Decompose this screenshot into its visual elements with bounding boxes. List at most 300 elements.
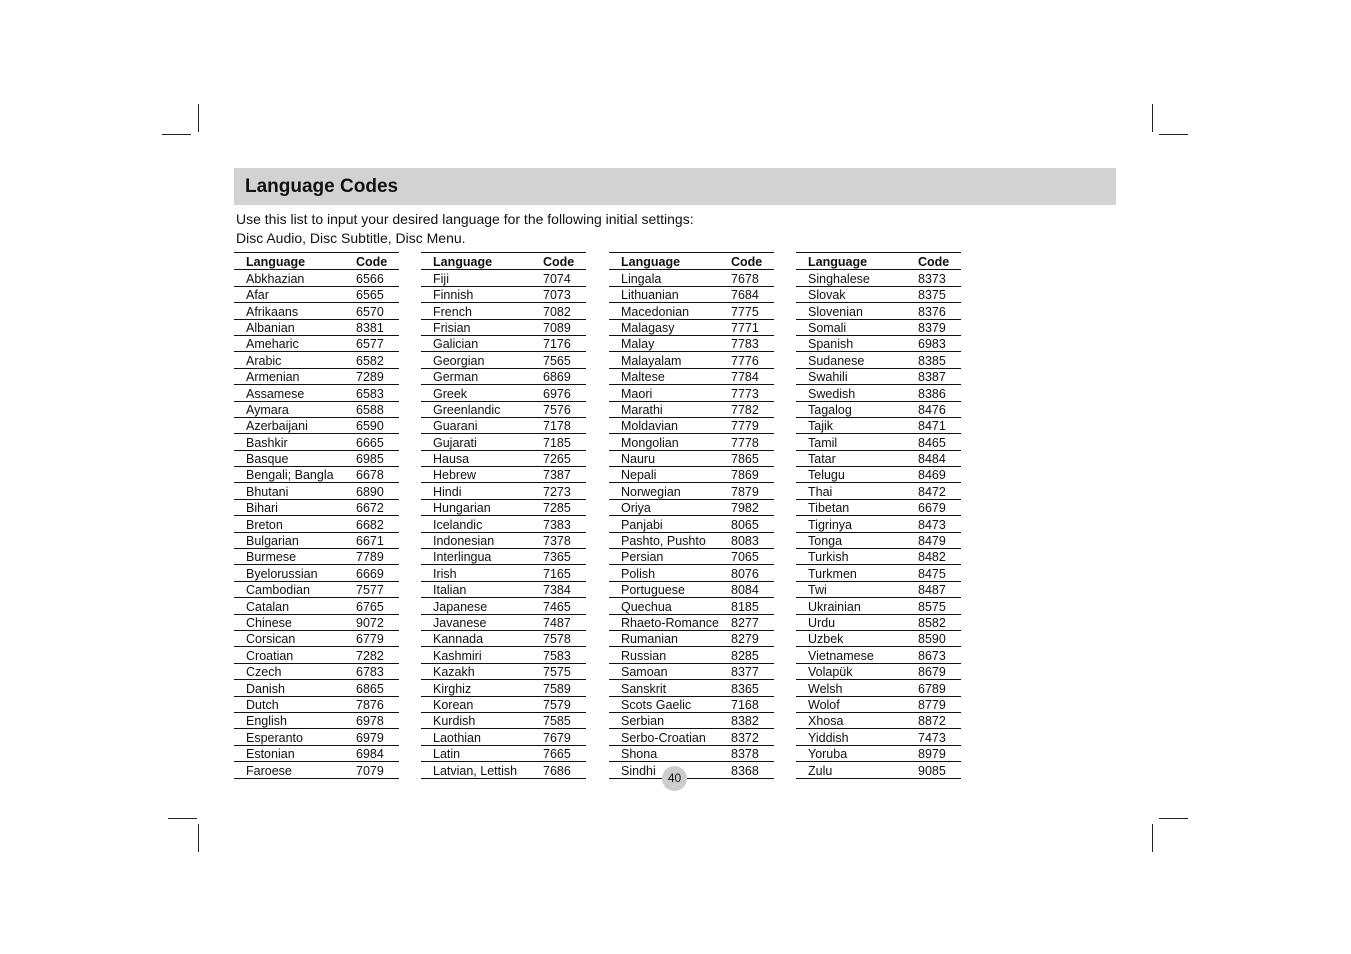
- language-name: Korean: [421, 696, 541, 712]
- crop-mark: [198, 824, 199, 852]
- table-row: [421, 680, 586, 696]
- crop-mark: [1159, 818, 1188, 819]
- language-name: Albanian: [234, 319, 354, 335]
- table-row: [609, 270, 774, 286]
- table-row: [796, 565, 961, 581]
- language-code: 7583: [541, 647, 586, 663]
- language-name: Mongolian: [609, 434, 729, 450]
- language-code: 7168: [729, 696, 774, 712]
- language-code: 8368: [729, 762, 774, 778]
- language-code: 6985: [354, 450, 399, 466]
- language-code: 7869: [729, 467, 774, 483]
- language-name: Moldavian: [609, 417, 729, 433]
- table-row: [421, 647, 586, 663]
- language-code: 7982: [729, 499, 774, 515]
- language-name: Esperanto: [234, 729, 354, 745]
- language-code: 6976: [541, 385, 586, 401]
- language-name: Malagasy: [609, 319, 729, 335]
- table-row: [796, 286, 961, 302]
- language-code: 8285: [729, 647, 774, 663]
- table-row: [796, 499, 961, 515]
- language-code: 6779: [354, 630, 399, 646]
- language-name: Slovak: [796, 286, 916, 302]
- language-name: Ukrainian: [796, 598, 916, 614]
- language-code: 7779: [729, 417, 774, 433]
- language-code: 6783: [354, 663, 399, 679]
- language-code: 8376: [916, 303, 961, 319]
- language-code: 6765: [354, 598, 399, 614]
- language-name: English: [234, 712, 354, 728]
- table-row: [421, 696, 586, 712]
- language-name: Sudanese: [796, 352, 916, 368]
- language-name: Wolof: [796, 696, 916, 712]
- language-code: 9072: [354, 614, 399, 630]
- crop-mark: [1159, 134, 1188, 135]
- language-code: 6570: [354, 303, 399, 319]
- table-row: [609, 532, 774, 548]
- language-name: Japanese: [421, 598, 541, 614]
- language-code: 8872: [916, 712, 961, 728]
- table-row: [234, 270, 399, 286]
- language-code: 8084: [729, 581, 774, 597]
- table-row: [609, 630, 774, 646]
- language-code: 8375: [916, 286, 961, 302]
- table-row: [796, 434, 961, 450]
- language-name: Bhutani: [234, 483, 354, 499]
- language-name: Norwegian: [609, 483, 729, 499]
- language-code: 8471: [916, 417, 961, 433]
- language-code: 7773: [729, 385, 774, 401]
- language-code: 7784: [729, 368, 774, 384]
- language-name: Nepali: [609, 467, 729, 483]
- table-row: [421, 499, 586, 515]
- table-row: [421, 565, 586, 581]
- language-name: Chinese: [234, 614, 354, 630]
- table-row: [796, 417, 961, 433]
- language-code: 6865: [354, 680, 399, 696]
- table-row: [421, 532, 586, 548]
- language-name: Tibetan: [796, 499, 916, 515]
- language-table-4: [796, 252, 961, 779]
- language-name: Zulu: [796, 762, 916, 778]
- language-code: 7679: [541, 729, 586, 745]
- table-row: [421, 712, 586, 728]
- language-name: Uzbek: [796, 630, 916, 646]
- language-name: Serbo-Croatian: [609, 729, 729, 745]
- table-row: [234, 745, 399, 761]
- column-header-code: Code: [918, 255, 950, 270]
- table-row: [421, 614, 586, 630]
- table-row: [609, 680, 774, 696]
- language-name: Bihari: [234, 499, 354, 515]
- language-code: 7378: [541, 532, 586, 548]
- table-row: [796, 745, 961, 761]
- table-row: [234, 401, 399, 417]
- language-code: 8582: [916, 614, 961, 630]
- language-name: Frisian: [421, 319, 541, 335]
- table-row: [421, 483, 586, 499]
- table-row: [421, 286, 586, 302]
- language-code: 6678: [354, 467, 399, 483]
- language-name: Afrikaans: [234, 303, 354, 319]
- table-row: [609, 385, 774, 401]
- language-name: Italian: [421, 581, 541, 597]
- language-name: Burmese: [234, 549, 354, 565]
- language-name: Abkhazian: [234, 270, 354, 286]
- language-code: 7782: [729, 401, 774, 417]
- language-code: 7082: [541, 303, 586, 319]
- language-name: Czech: [234, 663, 354, 679]
- table-row: [421, 335, 586, 351]
- table-row: [234, 467, 399, 483]
- language-name: Latin: [421, 745, 541, 761]
- table-row: [234, 417, 399, 433]
- language-code: 8479: [916, 532, 961, 548]
- language-name: Tigrinya: [796, 516, 916, 532]
- language-code: 7585: [541, 712, 586, 728]
- language-code: 7865: [729, 450, 774, 466]
- language-code: 7273: [541, 483, 586, 499]
- language-code: 6671: [354, 532, 399, 548]
- language-code: 7074: [541, 270, 586, 286]
- language-code: 8373: [916, 270, 961, 286]
- language-code: 8076: [729, 565, 774, 581]
- table-row: [234, 614, 399, 630]
- language-name: Javanese: [421, 614, 541, 630]
- language-name: Breton: [234, 516, 354, 532]
- column-header-code: Code: [731, 255, 763, 270]
- table-row: [421, 270, 586, 286]
- crop-mark: [162, 134, 191, 135]
- table-row: [609, 745, 774, 761]
- language-code: 7289: [354, 368, 399, 384]
- language-code: 8469: [916, 467, 961, 483]
- table-row: [234, 565, 399, 581]
- table-row: [421, 319, 586, 335]
- language-name: German: [421, 368, 541, 384]
- language-name: Shona: [609, 745, 729, 761]
- table-row: [421, 303, 586, 319]
- table-row: [796, 385, 961, 401]
- language-code: 7684: [729, 286, 774, 302]
- language-code: 7089: [541, 319, 586, 335]
- language-code: 7176: [541, 335, 586, 351]
- language-name: Afar: [234, 286, 354, 302]
- table-row: [421, 729, 586, 745]
- language-name: Slovenian: [796, 303, 916, 319]
- language-code: 6978: [354, 712, 399, 728]
- column-header-language: Language: [433, 255, 493, 270]
- table-row: [796, 467, 961, 483]
- language-name: Samoan: [609, 663, 729, 679]
- table-row: [421, 516, 586, 532]
- language-name: Gujarati: [421, 434, 541, 450]
- table-row: [609, 335, 774, 351]
- language-name: Kirghiz: [421, 680, 541, 696]
- language-name: Latvian, Lettish: [421, 762, 541, 778]
- language-name: Malayalam: [609, 352, 729, 368]
- language-name: Fiji: [421, 270, 541, 286]
- table-row: [421, 352, 586, 368]
- table-row: [609, 647, 774, 663]
- language-code: 6583: [354, 385, 399, 401]
- table-row: [796, 614, 961, 630]
- table-row: [234, 352, 399, 368]
- language-name: Sanskrit: [609, 680, 729, 696]
- language-name: Galician: [421, 335, 541, 351]
- column-header-language: Language: [246, 255, 306, 270]
- language-name: Dutch: [234, 696, 354, 712]
- language-name: Singhalese: [796, 270, 916, 286]
- language-code: 6869: [541, 368, 586, 384]
- table-row: [421, 663, 586, 679]
- table-row: [234, 368, 399, 384]
- language-name: Georgian: [421, 352, 541, 368]
- language-code: 7282: [354, 647, 399, 663]
- language-code: 8379: [916, 319, 961, 335]
- language-name: Tatar: [796, 450, 916, 466]
- language-code: 7185: [541, 434, 586, 450]
- language-name: Maori: [609, 385, 729, 401]
- language-code: 8387: [916, 368, 961, 384]
- table-row: [234, 729, 399, 745]
- language-name: Bulgarian: [234, 532, 354, 548]
- language-name: Malay: [609, 335, 729, 351]
- language-code: 8279: [729, 630, 774, 646]
- language-name: Arabic: [234, 352, 354, 368]
- language-table-2: [421, 252, 586, 779]
- table-row: [609, 483, 774, 499]
- language-name: Danish: [234, 680, 354, 696]
- language-name: Tagalog: [796, 401, 916, 417]
- language-code: 8475: [916, 565, 961, 581]
- language-name: Oriya: [609, 499, 729, 515]
- language-name: Yoruba: [796, 745, 916, 761]
- language-code: 8065: [729, 516, 774, 532]
- table-row: [234, 647, 399, 663]
- language-name: Persian: [609, 549, 729, 565]
- table-row: [421, 467, 586, 483]
- language-code: 7285: [541, 499, 586, 515]
- language-code: 7073: [541, 286, 586, 302]
- language-code: 7771: [729, 319, 774, 335]
- language-name: French: [421, 303, 541, 319]
- language-code: 8473: [916, 516, 961, 532]
- language-code: 8381: [354, 319, 399, 335]
- table-row: [796, 729, 961, 745]
- language-name: Turkmen: [796, 565, 916, 581]
- language-name: Hindi: [421, 483, 541, 499]
- language-code: 8465: [916, 434, 961, 450]
- language-code: 8673: [916, 647, 961, 663]
- language-name: Hungarian: [421, 499, 541, 515]
- language-code: 7686: [541, 762, 586, 778]
- language-name: Thai: [796, 483, 916, 499]
- language-code: 8590: [916, 630, 961, 646]
- language-code: 7487: [541, 614, 586, 630]
- language-name: Lithuanian: [609, 286, 729, 302]
- language-code: 8382: [729, 712, 774, 728]
- table-row: [796, 581, 961, 597]
- language-code: 7565: [541, 352, 586, 368]
- crop-mark: [1152, 104, 1153, 132]
- language-name: Bashkir: [234, 434, 354, 450]
- table-row: [234, 319, 399, 335]
- language-name: Rumanian: [609, 630, 729, 646]
- language-code: 7776: [729, 352, 774, 368]
- table-row: [234, 450, 399, 466]
- language-name: Catalan: [234, 598, 354, 614]
- language-code: 7665: [541, 745, 586, 761]
- language-code: 7577: [354, 581, 399, 597]
- table-row: [421, 385, 586, 401]
- language-code: 7579: [541, 696, 586, 712]
- table-row: [234, 598, 399, 614]
- language-code: 7575: [541, 663, 586, 679]
- language-code: 7775: [729, 303, 774, 319]
- language-name: Bengali; Bangla: [234, 467, 354, 483]
- page-title: Language Codes: [245, 176, 399, 197]
- language-code: 7079: [354, 762, 399, 778]
- table-row: [234, 663, 399, 679]
- language-code: 6582: [354, 352, 399, 368]
- language-name: Guarani: [421, 417, 541, 433]
- language-name: Marathi: [609, 401, 729, 417]
- column-header-language: Language: [621, 255, 681, 270]
- language-code: 6566: [354, 270, 399, 286]
- language-name: Pashto, Pushto: [609, 532, 729, 548]
- column-header-language: Language: [808, 255, 868, 270]
- table-row: [421, 401, 586, 417]
- table-row: [234, 680, 399, 696]
- language-name: Swahili: [796, 368, 916, 384]
- language-code: 6565: [354, 286, 399, 302]
- language-name: Indonesian: [421, 532, 541, 548]
- table-row: [609, 401, 774, 417]
- table-row: [796, 532, 961, 548]
- table-row: [609, 762, 774, 778]
- language-code: 8377: [729, 663, 774, 679]
- language-code: 6789: [916, 680, 961, 696]
- language-code: 6665: [354, 434, 399, 450]
- language-name: Xhosa: [796, 712, 916, 728]
- language-name: Faroese: [234, 762, 354, 778]
- language-code: 7678: [729, 270, 774, 286]
- language-code: 8277: [729, 614, 774, 630]
- language-table-1: [234, 252, 399, 779]
- language-code: 7589: [541, 680, 586, 696]
- crop-mark: [168, 818, 197, 819]
- table-row: [421, 598, 586, 614]
- language-name: Vietnamese: [796, 647, 916, 663]
- language-name: Assamese: [234, 385, 354, 401]
- language-code: 8476: [916, 401, 961, 417]
- language-code: 7384: [541, 581, 586, 597]
- language-code: 7473: [916, 729, 961, 745]
- language-code: 7383: [541, 516, 586, 532]
- table-row: [796, 303, 961, 319]
- table-row: [609, 417, 774, 433]
- language-code: 6983: [916, 335, 961, 351]
- language-code: 8083: [729, 532, 774, 548]
- table-row: [234, 286, 399, 302]
- table-row: [234, 712, 399, 728]
- language-name: Somali: [796, 319, 916, 335]
- table-row: [796, 483, 961, 499]
- language-code: 8378: [729, 745, 774, 761]
- language-name: Tamil: [796, 434, 916, 450]
- table-row: [609, 319, 774, 335]
- table-row: [421, 630, 586, 646]
- table-row: [421, 450, 586, 466]
- table-row: [609, 729, 774, 745]
- language-code: 6979: [354, 729, 399, 745]
- language-code: 8679: [916, 663, 961, 679]
- column-header-code: Code: [356, 255, 388, 270]
- language-code: 7578: [541, 630, 586, 646]
- table-row: [421, 368, 586, 384]
- language-code: 7365: [541, 549, 586, 565]
- table-row: [609, 434, 774, 450]
- table-row: [421, 581, 586, 597]
- language-code: 6984: [354, 745, 399, 761]
- table-row: [609, 614, 774, 630]
- language-name: Twi: [796, 581, 916, 597]
- table-row: [234, 630, 399, 646]
- language-code: 8185: [729, 598, 774, 614]
- language-code: 6682: [354, 516, 399, 532]
- table-row: [234, 385, 399, 401]
- language-name: Rhaeto-Romance: [609, 614, 729, 630]
- language-name: Hausa: [421, 450, 541, 466]
- language-code: 8472: [916, 483, 961, 499]
- crop-mark: [198, 104, 199, 132]
- language-name: Interlingua: [421, 549, 541, 565]
- language-name: Russian: [609, 647, 729, 663]
- table-row: [796, 401, 961, 417]
- language-code: 7387: [541, 467, 586, 483]
- table-row: [421, 762, 586, 778]
- language-name: Maltese: [609, 368, 729, 384]
- language-name: Volapük: [796, 663, 916, 679]
- table-row: [609, 565, 774, 581]
- language-name: Turkish: [796, 549, 916, 565]
- language-name: Telugu: [796, 467, 916, 483]
- language-code: 7576: [541, 401, 586, 417]
- table-row: [609, 286, 774, 302]
- table-row: [796, 663, 961, 679]
- language-name: Icelandic: [421, 516, 541, 532]
- language-name: Urdu: [796, 614, 916, 630]
- language-code: 7789: [354, 549, 399, 565]
- language-name: Greenlandic: [421, 401, 541, 417]
- language-name: Croatian: [234, 647, 354, 663]
- table-row: [796, 696, 961, 712]
- table-row: [234, 303, 399, 319]
- language-code: 7783: [729, 335, 774, 351]
- table-row: [796, 270, 961, 286]
- language-name: Yiddish: [796, 729, 916, 745]
- table-row: [234, 581, 399, 597]
- language-name: Polish: [609, 565, 729, 581]
- language-code: 8386: [916, 385, 961, 401]
- language-name: Corsican: [234, 630, 354, 646]
- table-row: [796, 516, 961, 532]
- column-header-code: Code: [543, 255, 575, 270]
- language-name: Lingala: [609, 270, 729, 286]
- table-row: [609, 516, 774, 532]
- table-row: [609, 581, 774, 597]
